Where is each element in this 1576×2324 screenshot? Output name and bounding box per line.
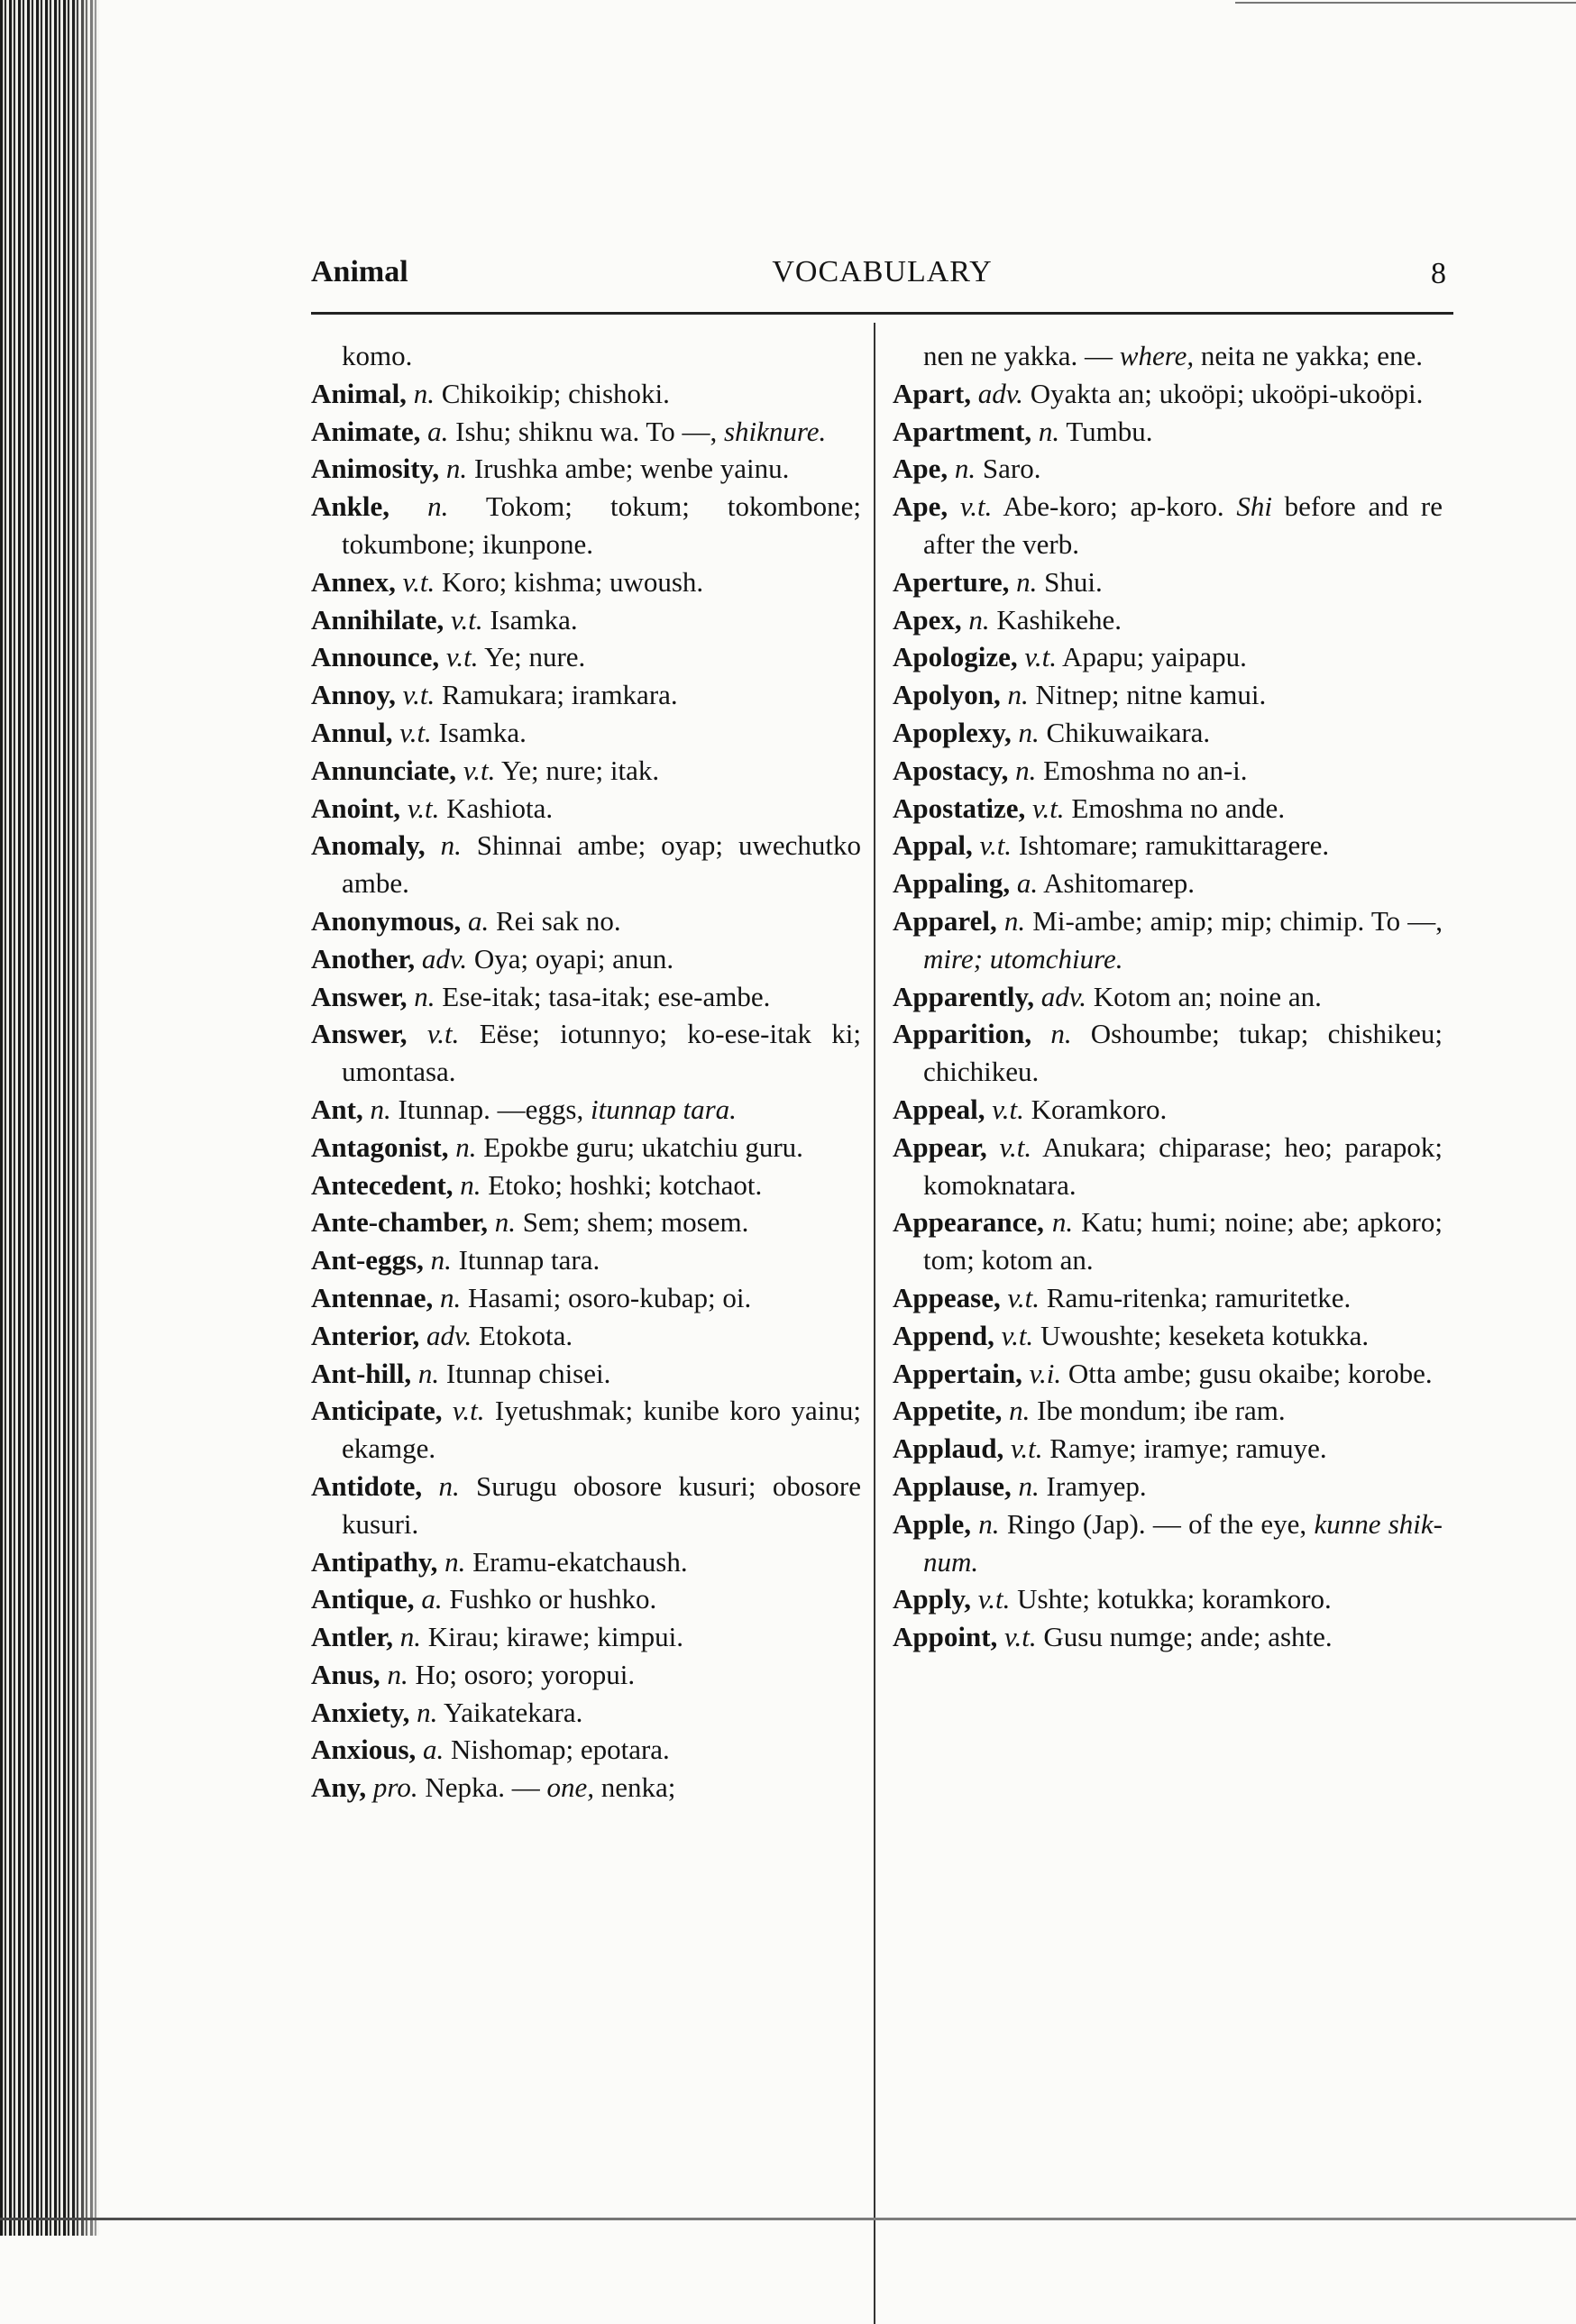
entry-part-of-speech: n. <box>1051 1206 1074 1239</box>
entry-headword: Apartment, <box>893 415 1032 447</box>
dictionary-entry <box>893 1580 1443 1618</box>
entry-headword: Ape, <box>893 453 948 485</box>
column-divider <box>874 323 875 2324</box>
dictionary-entry <box>893 601 1443 639</box>
entry-definition: Ishtomare; ramukittaragere. <box>1018 829 1330 862</box>
dictionary-entry <box>311 902 861 940</box>
entry-headword: Appoint, <box>893 1621 998 1653</box>
entry-headword: Another, <box>311 942 416 974</box>
entry-part-of-speech: v.t. <box>399 716 432 748</box>
entry-definition: Tokom; tokum; tokombone; tokumbone; ikunpone. <box>342 490 861 560</box>
entry-headword: Answer, <box>311 1018 408 1050</box>
left-column <box>311 337 861 1807</box>
entry-definition: Saro. <box>982 453 1041 485</box>
dictionary-entry <box>893 488 1443 563</box>
entry-headword: Announce, <box>311 641 440 673</box>
dictionary-entry <box>893 1468 1443 1505</box>
entry-part-of-speech: v.t. <box>1007 1281 1040 1313</box>
entry-definition: Oya; oyapi; anun. <box>473 942 674 974</box>
dictionary-entry <box>311 1543 861 1581</box>
entry-part-of-speech: adv. <box>421 942 468 974</box>
entry-definition: Rei sak no. <box>496 904 621 937</box>
entry-part-of-speech: pro. <box>372 1771 418 1804</box>
entry-definition: Apapu; yaipapu. <box>1062 641 1247 673</box>
entry-headword: Answer, <box>311 980 408 1012</box>
entry-definition: Fushko or hushko. <box>449 1583 657 1615</box>
dictionary-entry <box>311 638 861 676</box>
entry-part-of-speech: n. <box>1003 904 1026 937</box>
entry-italic-phrase: one, <box>546 1771 595 1804</box>
dictionary-entry <box>893 563 1443 601</box>
entry-definition: Nepka. — <box>425 1771 540 1804</box>
entry-definition: Sem; shem; mosem. <box>522 1206 749 1239</box>
dictionary-entry <box>893 1392 1443 1430</box>
dictionary-entry <box>311 1203 861 1241</box>
entry-part-of-speech: n. <box>399 1621 421 1653</box>
dictionary-entry <box>311 413 861 451</box>
entry-headword: Apolyon, <box>893 679 1001 711</box>
entry-italic-phrase: where, <box>1119 340 1195 371</box>
entry-italic-phrase: itunnap tara. <box>590 1093 737 1125</box>
entry-part-of-speech: a. <box>468 904 490 937</box>
entry-definition: Nitnep; nitne kamui. <box>1035 679 1267 711</box>
dictionary-entry <box>893 714 1443 752</box>
entry-definition: Koramkoro. <box>1031 1093 1168 1125</box>
entry-definition: Uwoushte; keseketa kotukka. <box>1040 1319 1370 1351</box>
entry-headword: Apex, <box>893 603 962 636</box>
dictionary-entry <box>893 1317 1443 1355</box>
entry-headword: Annunciate, <box>311 754 457 786</box>
entry-part-of-speech: n. <box>1038 415 1060 447</box>
dictionary-entry <box>311 790 861 828</box>
dictionary-entry <box>311 676 861 714</box>
entry-headword: Appaling, <box>893 867 1011 900</box>
dictionary-entry <box>893 752 1443 790</box>
entry-headword: Anxious, <box>311 1734 417 1766</box>
entry-part-of-speech: n. <box>430 1244 452 1276</box>
entry-headword: Ante-chamber, <box>311 1206 489 1239</box>
dictionary-entry <box>893 375 1443 413</box>
entry-part-of-speech: a. <box>423 1734 444 1766</box>
header-rule <box>311 312 1453 315</box>
entry-definition: Ishu; shiknu wa. To —, <box>455 415 718 447</box>
entry-headword: Appease, <box>893 1281 1001 1313</box>
entry-definition: Mi-ambe; amip; mip; chimip. To —, <box>1032 904 1443 937</box>
entry-headword: Applaud, <box>893 1432 1004 1465</box>
entry-part-of-speech: v.t. <box>959 490 993 523</box>
dictionary-entry <box>893 1091 1443 1129</box>
entry-part-of-speech: v.t. <box>445 641 479 673</box>
dictionary-entry <box>311 752 861 790</box>
dictionary-entry <box>311 1167 861 1204</box>
dictionary-entry <box>893 413 1443 451</box>
dictionary-entry <box>311 1656 861 1694</box>
entry-headword: Ape, <box>893 490 948 523</box>
entry-part-of-speech: v.t. <box>402 565 435 598</box>
dictionary-entry <box>311 1015 861 1091</box>
entry-headword: Animal, <box>311 377 407 409</box>
entry-definition: Eëse; iotunnyo; ko-ese-itak ki; umontasa. <box>342 1018 861 1088</box>
entry-part-of-speech: n. <box>455 1130 477 1163</box>
entry-definition: Ibe mondum; ibe ram. <box>1037 1395 1286 1427</box>
entry-part-of-speech: n. <box>427 490 449 523</box>
entry-italic-phrase: kunne shik-num. <box>923 1507 1443 1578</box>
entry-headword: Aperture, <box>893 565 1010 598</box>
entry-definition: Tumbu. <box>1066 415 1153 447</box>
entry-headword: Anticipate, <box>311 1395 443 1427</box>
entry-definition: Ye; nure; itak. <box>501 754 660 786</box>
dictionary-entry <box>311 1618 861 1656</box>
dictionary-entry <box>893 902 1443 978</box>
entry-definition: Epokbe guru; ukatchiu guru. <box>483 1130 803 1163</box>
entry-part-of-speech: n. <box>1050 1018 1072 1050</box>
entry-definition: Itunnap chisei. <box>445 1357 611 1389</box>
entry-definition: Etokota. <box>478 1319 573 1351</box>
entry-headword: Antipathy, <box>311 1545 438 1578</box>
entry-part-of-speech: n. <box>968 603 990 636</box>
page-title: VOCABULARY <box>772 255 993 288</box>
entry-headword: Apoplexy, <box>893 716 1012 748</box>
entry-definition: Ringo (Jap). — of the eye, <box>1006 1507 1307 1540</box>
entry-part-of-speech: v.t. <box>451 603 483 636</box>
entry-part-of-speech: v.t. <box>426 1018 460 1050</box>
dictionary-entry <box>893 865 1443 902</box>
dictionary-entry <box>311 1694 861 1732</box>
entry-headword: Apostatize, <box>893 791 1026 824</box>
entry-headword: Appearance, <box>893 1206 1044 1239</box>
entry-headword: Anonymous, <box>311 904 462 937</box>
dictionary-entry <box>311 1392 861 1468</box>
dictionary-entry <box>311 488 861 563</box>
entry-part-of-speech: n. <box>387 1658 408 1690</box>
entry-headword: Annihilate, <box>311 603 444 636</box>
entry-definition: Surugu obosore kusuri; obosore kusuri. <box>342 1469 861 1540</box>
entry-definition: Isamka. <box>438 716 527 748</box>
dictionary-entry <box>893 978 1443 1016</box>
entry-part-of-speech: v.t. <box>402 679 435 711</box>
entry-definition: Chikoikip; chishoki. <box>441 377 670 409</box>
dictionary-entry <box>893 638 1443 676</box>
entry-definition: Isamka. <box>490 603 578 636</box>
entry-italic-phrase: shiknure. <box>723 415 827 447</box>
entry-part-of-speech: adv. <box>977 377 1023 409</box>
entry-definition: Otta ambe; gusu okaibe; korobe. <box>1067 1357 1433 1389</box>
entry-part-of-speech: v.t. <box>999 1130 1032 1163</box>
entry-headword: Any, <box>311 1771 367 1804</box>
entry-definition: Shui. <box>1044 565 1103 598</box>
entry-definition: Eramu-ekatchaush. <box>472 1545 688 1578</box>
entry-part-of-speech: n. <box>417 1357 440 1389</box>
entry-part-of-speech: v.t. <box>1010 1432 1043 1465</box>
entry-definition-continued: nenka; <box>600 1771 676 1804</box>
entry-definition: Ese-itak; tasa-itak; ese-ambe. <box>442 980 771 1012</box>
entry-part-of-speech: n. <box>439 1281 462 1313</box>
entry-part-of-speech: v.t. <box>1004 1621 1037 1653</box>
entry-headword: Antecedent, <box>311 1168 454 1201</box>
entry-headword: Antler, <box>311 1621 393 1653</box>
running-head-word: Animal <box>311 255 408 288</box>
entry-headword: Ant-eggs, <box>311 1244 424 1276</box>
entry-part-of-speech: n. <box>370 1093 391 1125</box>
dictionary-entry <box>311 450 861 488</box>
entry-part-of-speech: n. <box>438 1469 460 1502</box>
entry-headword: Apparently, <box>893 980 1035 1012</box>
entry-headword: Apparel, <box>893 904 997 937</box>
entry-definition-continued: neita ne yakka; ene. <box>1200 340 1424 371</box>
entry-headword: Appear, <box>893 1130 987 1163</box>
entry-headword: Ankle, <box>311 490 389 523</box>
entry-definition: Kirau; kirawe; kimpui. <box>427 1621 683 1653</box>
entry-definition: Ashitomarep. <box>1043 867 1196 900</box>
right-column <box>893 337 1443 1656</box>
entry-part-of-speech: n. <box>1018 1469 1040 1502</box>
entry-part-of-speech: a. <box>421 1583 443 1615</box>
entry-headword: Annul, <box>311 716 393 748</box>
entry-part-of-speech: n. <box>440 829 462 862</box>
entry-part-of-speech: n. <box>954 453 976 485</box>
entry-definition: Ramukara; iramkara. <box>442 679 678 711</box>
dictionary-entry <box>893 1618 1443 1656</box>
entry-part-of-speech: n. <box>414 980 435 1012</box>
entry-headword: Apparition, <box>893 1018 1032 1050</box>
dictionary-entry <box>311 1129 861 1167</box>
entry-headword: Apologize, <box>893 641 1018 673</box>
dictionary-entry <box>893 1430 1443 1468</box>
entry-part-of-speech: v.i. <box>1029 1357 1062 1389</box>
entry-definition: Kashikehe. <box>996 603 1122 636</box>
entry-definition: Nishomap; epotara. <box>451 1734 670 1766</box>
dictionary-entry <box>311 375 861 413</box>
entry-headword: Antidote, <box>311 1469 423 1502</box>
entry-part-of-speech: n. <box>494 1206 517 1239</box>
entry-part-of-speech: v.t. <box>452 1395 485 1427</box>
entry-headword: Antagonist, <box>311 1130 449 1163</box>
entry-definition-continued: before and re after the verb. <box>923 490 1443 560</box>
entry-definition: Shinnai ambe; oyap; uwechutko ambe. <box>342 829 861 900</box>
entry-definition: Koro; kishma; uwoush. <box>441 565 704 598</box>
entry-headword: Appal, <box>893 829 973 862</box>
dictionary-entry <box>893 827 1443 865</box>
dictionary-entry <box>893 1279 1443 1317</box>
entry-part-of-speech: n. <box>417 1696 438 1728</box>
entry-part-of-speech: n. <box>460 1168 481 1201</box>
dictionary-entry <box>893 1505 1443 1581</box>
entry-part-of-speech: a. <box>1016 867 1039 900</box>
dictionary-entry <box>311 1317 861 1355</box>
entry-definition: komo. <box>342 340 413 371</box>
dictionary-entry <box>311 827 861 902</box>
entry-part-of-speech: n. <box>1015 754 1037 786</box>
scan-edge-top <box>1235 2 1576 4</box>
entry-definition: Ramu-ritenka; ramuritetke. <box>1046 1281 1352 1313</box>
dictionary-entry <box>311 563 861 601</box>
entry-part-of-speech: n. <box>1016 565 1038 598</box>
dictionary-entry <box>893 1355 1443 1393</box>
entry-definition: Iyetushmak; kunibe koro yainu; ekamge. <box>342 1395 862 1465</box>
entry-headword: Appeal, <box>893 1093 985 1125</box>
entry-definition: Yaikatekara. <box>443 1696 583 1728</box>
entry-part-of-speech: v.t. <box>407 791 440 824</box>
entry-part-of-speech: v.t. <box>992 1093 1024 1125</box>
scan-edge-bottom <box>0 2218 1576 2220</box>
entry-headword: Anus, <box>311 1658 380 1690</box>
entry-headword: Ant, <box>311 1093 363 1125</box>
entry-definition: nen ne yakka. — <box>923 340 1113 371</box>
dictionary-entry <box>893 1015 1443 1091</box>
entry-definition: Kashiota. <box>446 791 554 824</box>
entry-definition: Chikuwaikara. <box>1046 716 1211 748</box>
dictionary-entry <box>311 1731 861 1769</box>
entry-definition: Etoko; hoshki; kotchaot. <box>488 1168 763 1201</box>
dictionary-entry <box>893 450 1443 488</box>
entry-definition: Emoshma no ande. <box>1071 791 1286 824</box>
entry-part-of-speech: v.t. <box>977 1583 1011 1615</box>
entry-part-of-speech: adv. <box>426 1319 472 1351</box>
dictionary-entry <box>311 601 861 639</box>
entry-part-of-speech: adv. <box>1040 980 1087 1012</box>
dictionary-entry <box>311 714 861 752</box>
entry-part-of-speech: n. <box>1018 716 1040 748</box>
entry-definition: Oyakta an; ukoöpi; ukoöpi-ukoöpi. <box>1030 377 1424 409</box>
entry-part-of-speech: n. <box>1009 1395 1031 1427</box>
entry-definition: Hasami; osoro-kubap; oi. <box>467 1281 752 1313</box>
entry-definition: Emoshma no an-i. <box>1043 754 1248 786</box>
entry-definition: Katu; humi; noine; abe; apkoro; tom; kotom an. <box>923 1206 1443 1276</box>
dictionary-entry <box>893 1129 1443 1204</box>
entry-headword: Appertain, <box>893 1357 1022 1389</box>
dictionary-entry <box>311 337 861 375</box>
entry-headword: Anterior, <box>311 1319 420 1351</box>
dictionary-entry <box>311 1279 861 1317</box>
entry-headword: Append, <box>893 1319 994 1351</box>
entry-headword: Applause, <box>893 1469 1012 1502</box>
entry-headword: Animosity, <box>311 453 440 485</box>
entry-part-of-speech: n. <box>444 1545 466 1578</box>
dictionary-entry <box>311 978 861 1016</box>
dictionary-entry <box>311 1580 861 1618</box>
entry-headword: Animate, <box>311 415 421 447</box>
dictionary-entry <box>311 1091 861 1129</box>
entry-headword: Annex, <box>311 565 396 598</box>
page-number: 8 <box>1431 257 1446 290</box>
entry-definition: Irushka ambe; wenbe yainu. <box>473 453 790 485</box>
entry-part-of-speech: a. <box>427 415 449 447</box>
entry-headword: Apart, <box>893 377 971 409</box>
entry-headword: Ant-hill, <box>311 1357 412 1389</box>
dictionary-entry <box>311 940 861 978</box>
dictionary-entry <box>311 1769 861 1807</box>
entry-definition: Itunnap. —eggs, <box>398 1093 584 1125</box>
entry-part-of-speech: n. <box>413 377 435 409</box>
entry-headword: Apply, <box>893 1583 972 1615</box>
dictionary-entry <box>893 337 1443 375</box>
entry-definition: Oshoumbe; tukap; chishikeu; chichikeu. <box>923 1018 1443 1088</box>
dictionary-entry <box>311 1468 861 1543</box>
entry-definition: Ho; osoro; yoropui. <box>415 1658 636 1690</box>
entry-definition: Itunnap tara. <box>458 1244 600 1276</box>
dictionary-entry <box>893 790 1443 828</box>
entry-part-of-speech: v.t. <box>463 754 496 786</box>
entry-part-of-speech: v.t. <box>1024 641 1057 673</box>
dictionary-entry <box>311 1241 861 1279</box>
entry-headword: Appetite, <box>893 1395 1003 1427</box>
entry-part-of-speech: v.t. <box>1031 791 1065 824</box>
entry-definition: Ye; nure. <box>484 641 586 673</box>
dictionary-entry <box>893 676 1443 714</box>
entry-definition: Anukara; chiparase; heo; parapok; komoknatara. <box>923 1130 1443 1201</box>
page-header <box>311 255 1453 309</box>
entry-headword: Anomaly, <box>311 829 426 862</box>
entry-headword: Apostacy, <box>893 754 1009 786</box>
entry-definition: Kotom an; noine an. <box>1093 980 1322 1012</box>
binding-shadow <box>72 0 117 2236</box>
entry-headword: Antique, <box>311 1583 415 1615</box>
entry-definition: Ushte; kotukka; koramkoro. <box>1017 1583 1332 1615</box>
entry-part-of-speech: n. <box>1007 679 1029 711</box>
entry-part-of-speech: v.t. <box>1001 1319 1034 1351</box>
entry-italic-phrase: mire; utomchiure. <box>923 942 1123 974</box>
entry-definition: Ramye; iramye; ramuye. <box>1049 1432 1327 1465</box>
entry-headword: Antennae, <box>311 1281 434 1313</box>
dictionary-entry <box>311 1355 861 1393</box>
entry-part-of-speech: v.t. <box>979 829 1012 862</box>
entry-definition: Abe-koro; ap-koro. <box>1003 490 1224 523</box>
entry-headword: Anxiety, <box>311 1696 410 1728</box>
entry-part-of-speech: n. <box>445 453 468 485</box>
entry-definition: Gusu numge; ande; ashte. <box>1043 1621 1333 1653</box>
entry-definition: Iramyep. <box>1046 1469 1147 1502</box>
entry-headword: Annoy, <box>311 679 396 711</box>
entry-italic-phrase: Shi <box>1236 490 1272 523</box>
entry-part-of-speech: n. <box>978 1507 1000 1540</box>
entry-headword: Apple, <box>893 1507 971 1540</box>
entry-headword: Anoint, <box>311 791 401 824</box>
dictionary-entry <box>893 1203 1443 1279</box>
